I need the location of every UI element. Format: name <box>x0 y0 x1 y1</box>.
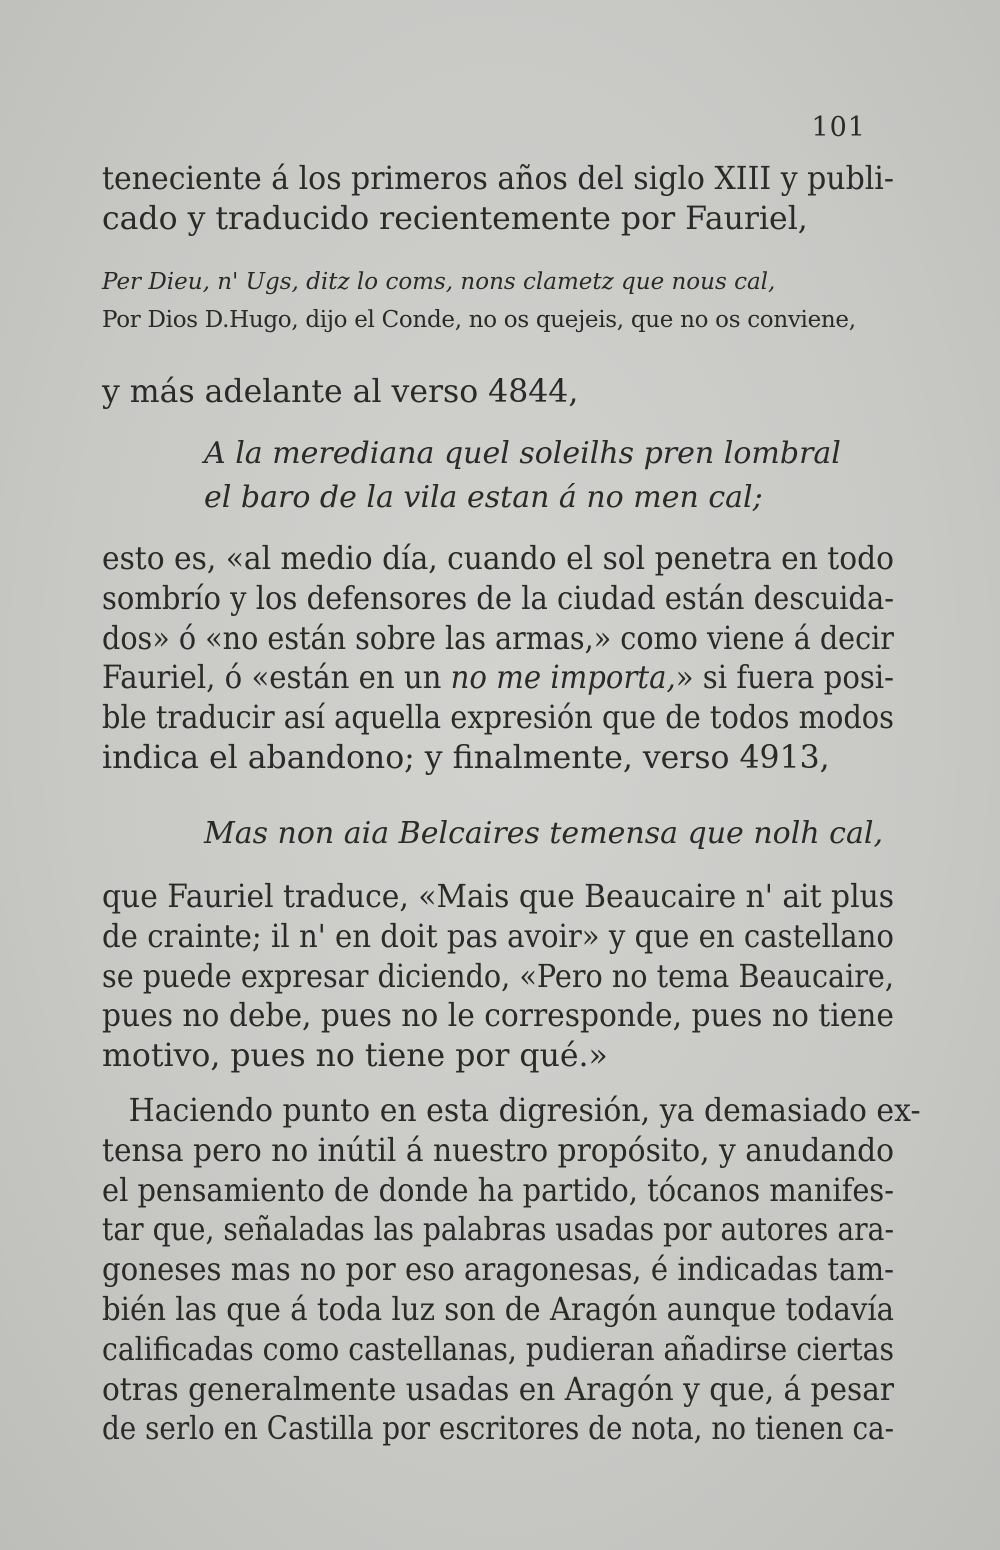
text-segment: Fauriel, ó «están en un <box>102 660 451 697</box>
text-line: calificadas como castellanas, pudieran añadirse ciertas <box>102 1331 894 1368</box>
quote-1 <box>102 263 894 339</box>
verse-line: el baro de la vila estan á no men cal; <box>204 480 763 515</box>
text-line: goneses mas no por eso aragonesas, é indicadas tam- <box>102 1252 895 1289</box>
italic-phrase: no me importa, <box>450 660 676 697</box>
text-line: cado y traducido recientemente por Fauriel, <box>102 200 808 237</box>
text-line: y más adelante al verso 4844, <box>102 374 579 410</box>
verse-line: Mas non aia Belcaires temensa que nolh cal, <box>204 816 883 851</box>
text-line: tar que, señaladas las palabras usadas por autores ara- <box>102 1212 894 1249</box>
text-line: esto es, «al medio día, cuando el sol penetra en todo <box>102 541 894 577</box>
text-line: sombrío y los defensores de la ciudad están descuida- <box>102 580 895 617</box>
text-line: otras generalmente usadas en Aragón y que, á pesar <box>102 1371 894 1408</box>
text-line: ble traducir así aquella expresión que de todos modos <box>102 700 894 737</box>
paragraph-3 <box>102 540 894 779</box>
text-line: de serlo en Castilla por escritores de nota, no tienen ca- <box>102 1411 895 1448</box>
verse-line: A la merediana quel soleilhs pren lombral <box>204 436 841 471</box>
paragraph-2 <box>102 373 894 413</box>
text-line: el pensamiento de donde ha partido, tócanos manifes- <box>102 1172 894 1209</box>
text-line: de crainte; il n' en doit pas avoir» y que en castellano <box>102 918 894 955</box>
text-line: tensa pero no inútil á nuestro propósito, y anudando <box>102 1132 895 1169</box>
paragraph-1 <box>102 160 894 240</box>
paragraph-5 <box>102 1092 921 1450</box>
text-line-mixed <box>102 659 894 699</box>
verse-quote-3 <box>204 812 883 856</box>
verse-quote-2 <box>204 432 841 520</box>
text-line: motivo, pues no tiene por qué.» <box>102 1038 608 1075</box>
text-segment: » si fuera posi- <box>675 660 894 697</box>
text-line: dos» ó «no están sobre las armas,» como viene á decir <box>102 620 894 657</box>
text-line: pues no debe, pues no le corresponde, pues no tiene <box>102 998 895 1035</box>
text-line: bién las que á toda luz son de Aragón aunque todavía <box>102 1291 895 1328</box>
text-line: indica el abandono; y finalmente, verso 4913, <box>102 739 830 776</box>
page-number: 101 <box>811 112 866 143</box>
text-line: que Fauriel traduce, «Mais que Beaucaire n' ait plus <box>102 879 895 915</box>
quote-original-line: Per Dieu, n' Ugs, ditz lo coms, nons clametz que nous cal, <box>102 269 776 295</box>
quote-translation-line: Por Dios D.Hugo, dijo el Conde, no os quejeis, que no os conviene, <box>102 307 856 333</box>
paragraph-4 <box>102 878 894 1077</box>
text-line: teneciente á los primeros años del siglo XIII y publi- <box>102 161 894 197</box>
text-line: se puede expresar diciendo, «Pero no tema Beaucaire, <box>102 958 894 995</box>
text-line: Haciendo punto en esta digresión, ya demasiado ex- <box>128 1093 921 1129</box>
